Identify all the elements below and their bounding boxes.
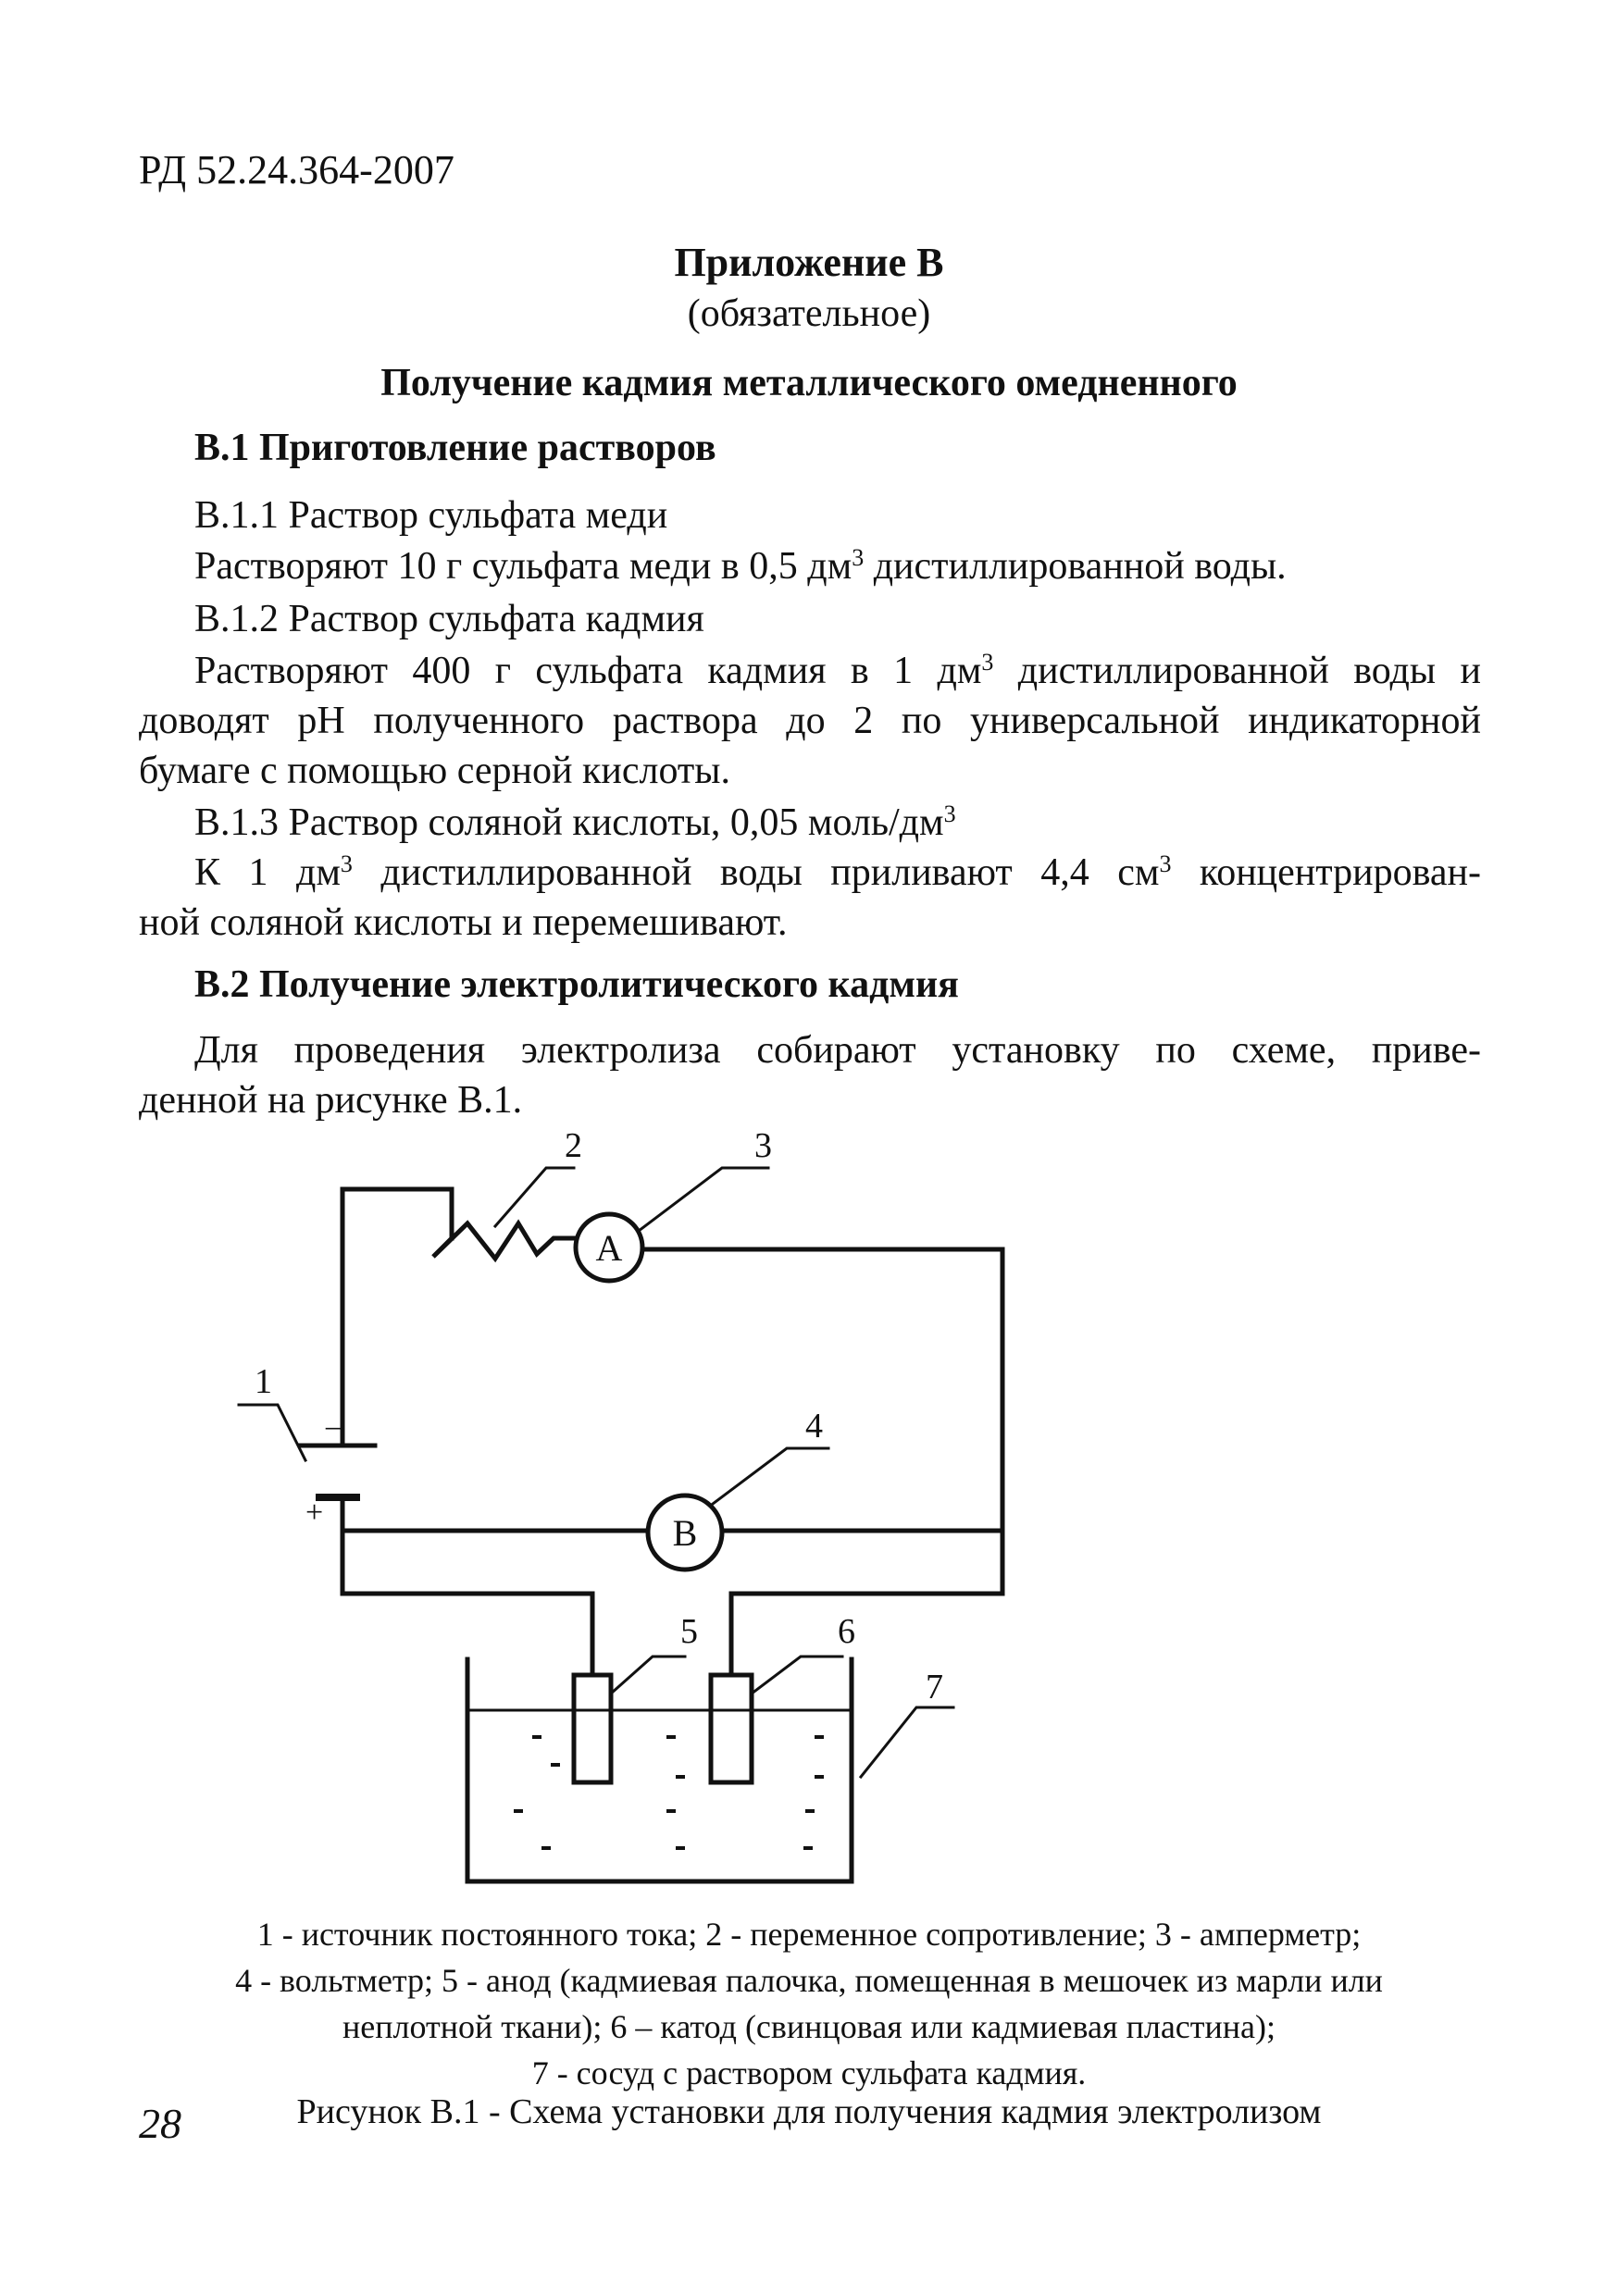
- section-2-line-1: Для проведения электролиза собирают установку по схеме, приве-: [194, 1029, 1481, 1072]
- section-2-title: В.2 Получение электролитического кадмия: [194, 963, 959, 1006]
- label-1: 1: [255, 1362, 272, 1401]
- item-2-line-2: доводят pH полученного раствора до 2 по универсальной индикаторной: [139, 700, 1481, 742]
- figure-caption-line-1: 1 - источник постоянного тока; 2 - переменное сопротивление; 3 - амперметр;: [256, 1916, 1362, 1953]
- wire-right-bottom: [731, 1531, 1002, 1675]
- resistor: [433, 1223, 576, 1259]
- figure-caption-line-4: 7 - сосуд с раствором сульфата кадмия.: [531, 2054, 1087, 2091]
- document-code: РД 52.24.364-2007: [139, 147, 454, 192]
- label-6: 6: [838, 1612, 855, 1651]
- item-2-line-1: Растворяют 400 г сульфата кадмия в 1 $дм^3$ дистиллированной воды и: [194, 649, 1481, 692]
- item-3-line-1: К 1 $дм^3$ дистиллированной воды приливают 4,4 $см^3$ концентрирован-: [194, 850, 1481, 894]
- item-2-line-3: бумаге с помощью серной кислоты.: [139, 750, 730, 792]
- wire-top-right: [642, 1249, 1002, 1536]
- battery-minus: −: [324, 1412, 342, 1446]
- appendix-subtitle: (обязательное): [687, 292, 931, 335]
- leader-3: [639, 1168, 768, 1231]
- section-2-line-2: денной на рисунке В.1.: [139, 1079, 523, 1122]
- label-5: 5: [680, 1612, 698, 1651]
- leader-6: [752, 1657, 842, 1694]
- label-3: 3: [754, 1126, 772, 1165]
- cathode: [711, 1675, 752, 1782]
- item-3-title: В.1.3 Раствор соляной кислоты, 0,05 моль/$дм^3$: [194, 800, 956, 844]
- label-7: 7: [926, 1668, 943, 1706]
- item-3-line-2: ной соляной кислоты и перемешивают.: [139, 901, 788, 944]
- section-1-title: В.1 Приготовление растворов: [194, 427, 716, 469]
- item-1-text: Растворяют 10 г сульфата меди в 0,5 $дм^3$ дистиллированной воды.: [194, 544, 1287, 588]
- label-4: 4: [805, 1407, 823, 1446]
- vessel: [467, 1659, 852, 1881]
- leader-4: [713, 1448, 828, 1504]
- solution-marks: [514, 1735, 824, 1850]
- item-2-title: В.1.2 Раствор сульфата кадмия: [194, 598, 704, 640]
- figure-title: Рисунок В.1 - Схема установки для получения кадмия электролизом: [296, 2092, 1322, 2131]
- voltmeter-symbol: B: [672, 1512, 698, 1554]
- wire-battery-bottom: [342, 1497, 592, 1675]
- leader-2: [495, 1168, 574, 1226]
- battery-plus: +: [305, 1496, 324, 1530]
- ammeter-symbol: A: [595, 1227, 623, 1269]
- leader-5: [611, 1657, 685, 1694]
- label-2: 2: [565, 1126, 582, 1165]
- figure-caption-line-2: 4 - вольтметр; 5 - анод (кадмиевая палочка, помещенная в мешочек из марли или: [235, 1962, 1383, 1999]
- page-number: 28: [139, 2100, 181, 2147]
- leader-1: [239, 1405, 305, 1460]
- appendix-heading: Получение кадмия металлического омедненного: [380, 362, 1238, 404]
- appendix-title: Приложение В: [674, 240, 944, 285]
- figure-caption-line-3: неплотной ткани); 6 – катод (свинцовая или кадмиевая пластина);: [342, 2008, 1276, 2045]
- wire-left-top: [342, 1189, 452, 1275]
- leader-7: [861, 1707, 953, 1777]
- anode: [574, 1675, 611, 1782]
- item-1-title: В.1.1 Раствор сульфата меди: [194, 494, 668, 537]
